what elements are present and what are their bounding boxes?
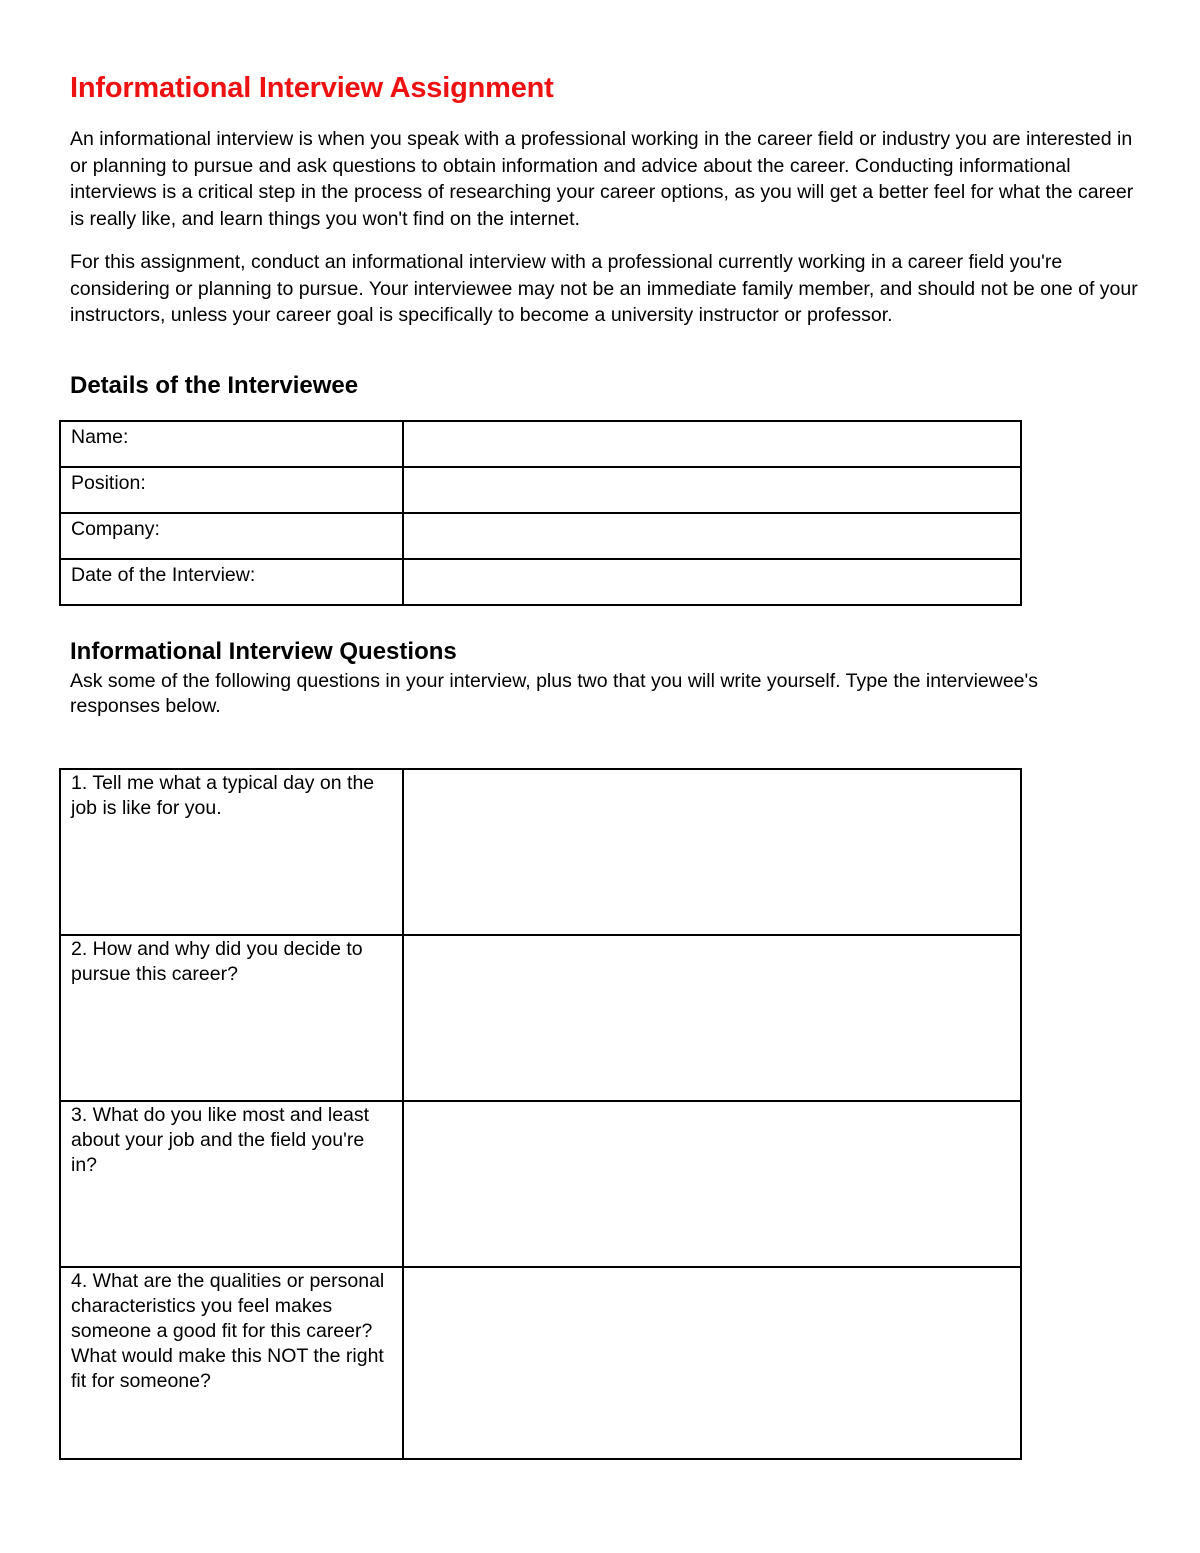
name-field[interactable] [403, 421, 1021, 467]
interview-date-label: Date of the Interview: [60, 559, 403, 605]
interview-date-field[interactable] [403, 559, 1021, 605]
document-title: Informational Interview Assignment [70, 72, 554, 104]
details-heading: Details of the Interviewee [70, 372, 359, 399]
table-row [60, 935, 1021, 1101]
table-row [60, 421, 1021, 467]
response-3-field[interactable] [403, 1101, 1021, 1267]
table-row [60, 513, 1021, 559]
questions-heading: Informational Interview Questions [70, 638, 457, 665]
questions-instructions: Ask some of the following questions in your interview, plus two that you will write yourself. Type the interviewee's responses below. [70, 670, 1038, 717]
question-3: 3. What do you like most and least about your job and the field you're in? [60, 1101, 403, 1267]
table-row [60, 769, 1021, 935]
table-row [60, 467, 1021, 513]
company-field[interactable] [403, 513, 1021, 559]
interviewee-details-table [59, 420, 1022, 606]
response-2-field[interactable] [403, 935, 1021, 1101]
position-label: Position: [60, 467, 403, 513]
table-row [60, 559, 1021, 605]
position-field[interactable] [403, 467, 1021, 513]
company-label: Company: [60, 513, 403, 559]
table-row [60, 1101, 1021, 1267]
response-4-field[interactable] [403, 1267, 1021, 1459]
intro-paragraph-2: For this assignment, conduct an informational interview with a professional currently working in a career field you're considering or planning to pursue. Your interviewee may not be an immediate family member, and should not be one of your instructors, unless your career goal is specifically to become a university instructor or professor. [70, 251, 1138, 326]
interview-questions-table [59, 768, 1022, 1460]
table-row [60, 1267, 1021, 1459]
question-1: 1. Tell me what a typical day on the job is like for you. [60, 769, 403, 935]
question-2: 2. How and why did you decide to pursue this career? [60, 935, 403, 1101]
intro-paragraph-1: An informational interview is when you speak with a professional working in the career field or industry you are interested in or planning to pursue and ask questions to obtain information and advice about the career. Conducting informational interviews is a critical step in the process of researching your career options, as you will get a better feel for what the career is really like, and learn things you won't find on the internet. [70, 128, 1134, 230]
response-1-field[interactable] [403, 769, 1021, 935]
question-4: 4. What are the qualities or personal characteristics you feel makes someone a good fit for this career? What would make this NOT the right fit for someone? [60, 1267, 403, 1459]
name-label: Name: [60, 421, 403, 467]
